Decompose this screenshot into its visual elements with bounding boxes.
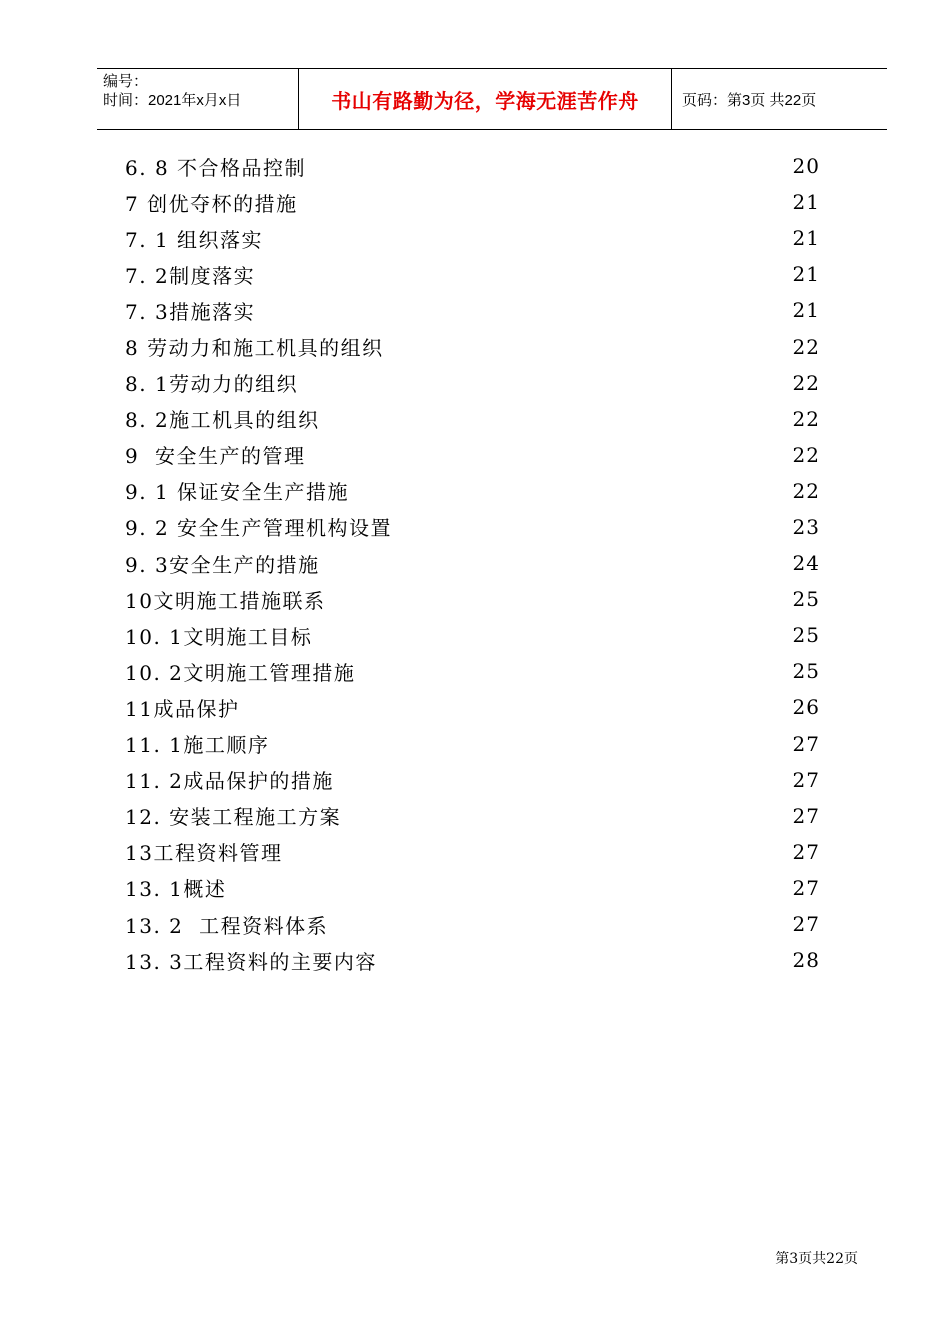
table-of-contents [125,148,820,978]
toc-entry[interactable] [125,365,820,401]
toc-entry-page-number: 25 [792,587,820,612]
toc-entry[interactable] [125,328,820,364]
toc-entry-title: 7. 2制度落实 [125,263,256,288]
toc-entry-page-number: 25 [792,659,820,684]
toc-entry-title: 11. 1施工顺序 [125,733,270,758]
serial-label: 编号： [103,73,149,90]
toc-entry-page-number: 23 [792,514,820,539]
toc-entry[interactable] [125,148,820,184]
toc-entry-title: 9. 2 安全生产管理机构设置 [125,516,393,541]
toc-entry[interactable] [125,545,820,581]
toc-entry-title: 10. 1文明施工目标 [125,624,313,649]
toc-entry[interactable] [125,726,820,762]
toc-entry-page-number: 22 [792,478,820,503]
toc-entry-title: 10文明施工措施联系 [125,588,326,613]
toc-entry-page-number: 22 [792,442,820,467]
toc-entry-page-number: 21 [792,262,820,287]
toc-entry-title: 6. 8 不合格品控制 [125,155,307,180]
toc-entry-title: 8. 1劳动力的组织 [125,372,299,397]
header-motto: 书山有路勤为径，学海无涯苦作舟 [299,69,672,129]
toc-entry-page-number: 27 [792,839,820,864]
toc-entry-page-number: 27 [792,875,820,900]
toc-entry-title: 13工程资料管理 [125,841,283,866]
toc-entry-title: 9. 1 保证安全生产措施 [125,480,350,505]
toc-entry[interactable] [125,401,820,437]
page-header [97,68,887,130]
toc-entry-page-number: 27 [792,767,820,792]
toc-entry-title: 13. 1概述 [125,877,227,902]
toc-entry-page-number: 24 [792,551,820,576]
toc-entry-page-number: 28 [792,948,820,973]
toc-entry-page-number: 21 [792,190,820,215]
toc-entry-title: 8 劳动力和施工机具的组织 [125,336,384,361]
toc-entry-title: 7. 1 组织落实 [125,227,264,252]
toc-entry[interactable] [125,256,820,292]
header-meta [97,69,299,129]
toc-entry[interactable] [125,762,820,798]
toc-entry[interactable] [125,834,820,870]
toc-entry-title: 12. 安装工程施工方案 [125,805,342,830]
toc-entry-title: 13. 3工程资料的主要内容 [125,949,377,974]
toc-entry-title: 13. 2 工程资料体系 [125,913,329,938]
toc-entry-page-number: 22 [792,370,820,395]
toc-entry-title: 11. 2成品保护的措施 [125,769,334,794]
toc-entry[interactable] [125,437,820,473]
toc-entry-title: 9. 3安全生产的措施 [125,552,320,577]
toc-entry-page-number: 21 [792,298,820,323]
toc-entry[interactable] [125,906,820,942]
toc-entry-title: 7 创优夺杯的措施 [125,191,298,216]
toc-entry-page-number: 25 [792,623,820,648]
page-footer: 第3页共22页 [775,1251,858,1267]
toc-entry-page-number: 26 [792,695,820,720]
toc-entry[interactable] [125,509,820,545]
toc-entry-title: 7. 3措施落实 [125,299,256,324]
toc-entry-page-number: 21 [792,226,820,251]
toc-entry-title: 10. 2文明施工管理措施 [125,660,356,685]
toc-entry[interactable] [125,689,820,725]
toc-entry-page-number: 22 [792,406,820,431]
toc-entry-title: 9 安全生产的管理 [125,444,306,469]
toc-entry[interactable] [125,292,820,328]
toc-entry-page-number: 27 [792,731,820,756]
toc-entry[interactable] [125,473,820,509]
toc-entry-page-number: 20 [792,154,820,179]
toc-entry[interactable] [125,617,820,653]
toc-entry[interactable] [125,184,820,220]
toc-entry[interactable] [125,653,820,689]
toc-entry-title: 8. 2施工机具的组织 [125,408,320,433]
toc-entry[interactable] [125,220,820,256]
toc-entry-title: 11成品保护 [125,696,240,721]
toc-entry[interactable] [125,798,820,834]
toc-entry[interactable] [125,942,820,978]
toc-entry[interactable] [125,870,820,906]
toc-entry[interactable] [125,581,820,617]
toc-entry-page-number: 22 [792,334,820,359]
time-label: 时间：2021年x月x日 [103,92,242,109]
toc-entry-page-number: 27 [792,912,820,937]
toc-entry-page-number: 27 [792,803,820,828]
header-page-label: 页码：第3页 共22页 [682,91,817,109]
